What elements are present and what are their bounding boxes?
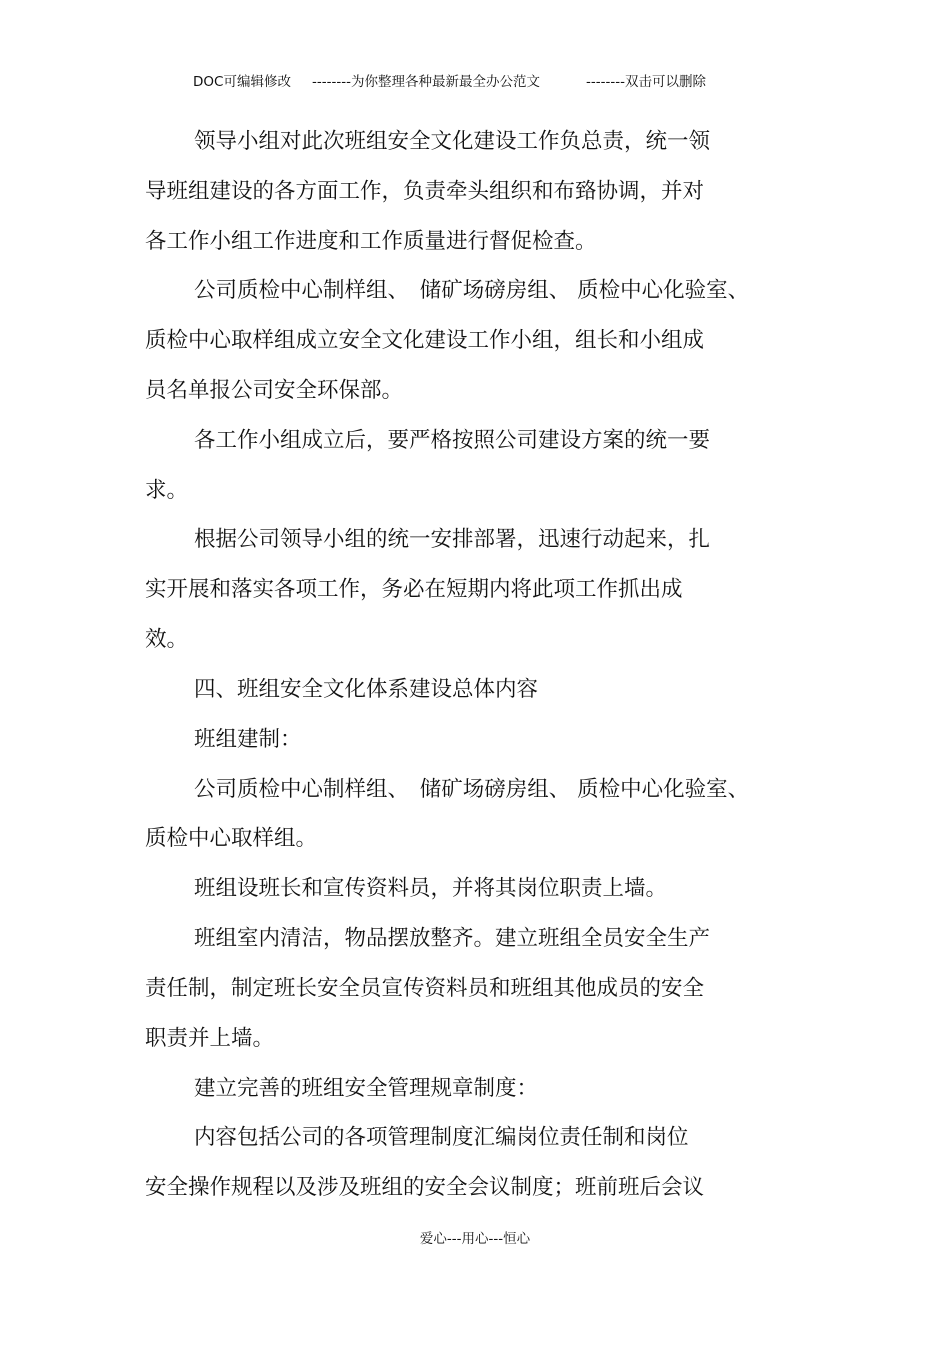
paragraph-line: 质检中心取样组成立安全文化建设工作小组，组长和小组成	[145, 328, 705, 353]
paragraph-line: 求。	[145, 478, 189, 503]
paragraph-line: 建立完善的班组安全管理规章制度：	[194, 1076, 539, 1101]
paragraph-line: 领导小组对此次班组安全文化建设工作负总责，统一领	[194, 129, 711, 154]
paragraph-line: 公司质检中心制样组、 储矿场磅房组、 质检中心化验室、	[194, 777, 750, 802]
paragraph-line: 质检中心取样组。	[145, 826, 318, 851]
paragraph-line: 根据公司领导小组的统一安排部署，迅速行动起来，扎	[194, 527, 711, 552]
header-delete-hint: --------双击可以删除	[586, 74, 706, 90]
paragraph-line: 职责并上墙。	[145, 1026, 275, 1051]
page-footer: 爱心---用心---恒心	[419, 1231, 531, 1247]
header-slogan: --------为你整理各种最新最全办公范文	[312, 74, 540, 90]
paragraph-line: 班组设班长和宣传资料员，并将其岗位职责上墙。	[194, 876, 668, 901]
paragraph-line: 员名单报公司安全环保部。	[145, 378, 404, 403]
subsection-heading: 班组建制：	[194, 727, 302, 752]
paragraph-line: 公司质检中心制样组、 储矿场磅房组、 质检中心化验室、	[194, 278, 750, 303]
paragraph-line: 安全操作规程以及涉及班组的安全会议制度；班前班后会议	[145, 1175, 705, 1200]
paragraph-line: 各工作小组工作进度和工作质量进行督促检查。	[145, 229, 597, 254]
paragraph-line: 实开展和落实各项工作，务必在短期内将此项工作抓出成	[145, 577, 683, 602]
paragraph-line: 效。	[145, 627, 189, 652]
paragraph-line: 内容包括公司的各项管理制度汇编岗位责任制和岗位	[194, 1125, 689, 1150]
page-header	[0, 71, 950, 93]
section-heading: 四、班组安全文化体系建设总体内容	[194, 677, 539, 702]
paragraph-line: 班组室内清洁，物品摆放整齐。建立班组全员安全生产	[194, 926, 711, 951]
paragraph-line: 导班组建设的各方面工作，负责牵头组织和布臵协调，并对	[145, 179, 705, 204]
paragraph-line: 各工作小组成立后，要严格按照公司建设方案的统一要	[194, 428, 711, 453]
header-doc-label: DOC可编辑修改	[193, 74, 291, 90]
paragraph-line: 责任制，制定班长安全员宣传资料员和班组其他成员的安全	[145, 976, 705, 1001]
